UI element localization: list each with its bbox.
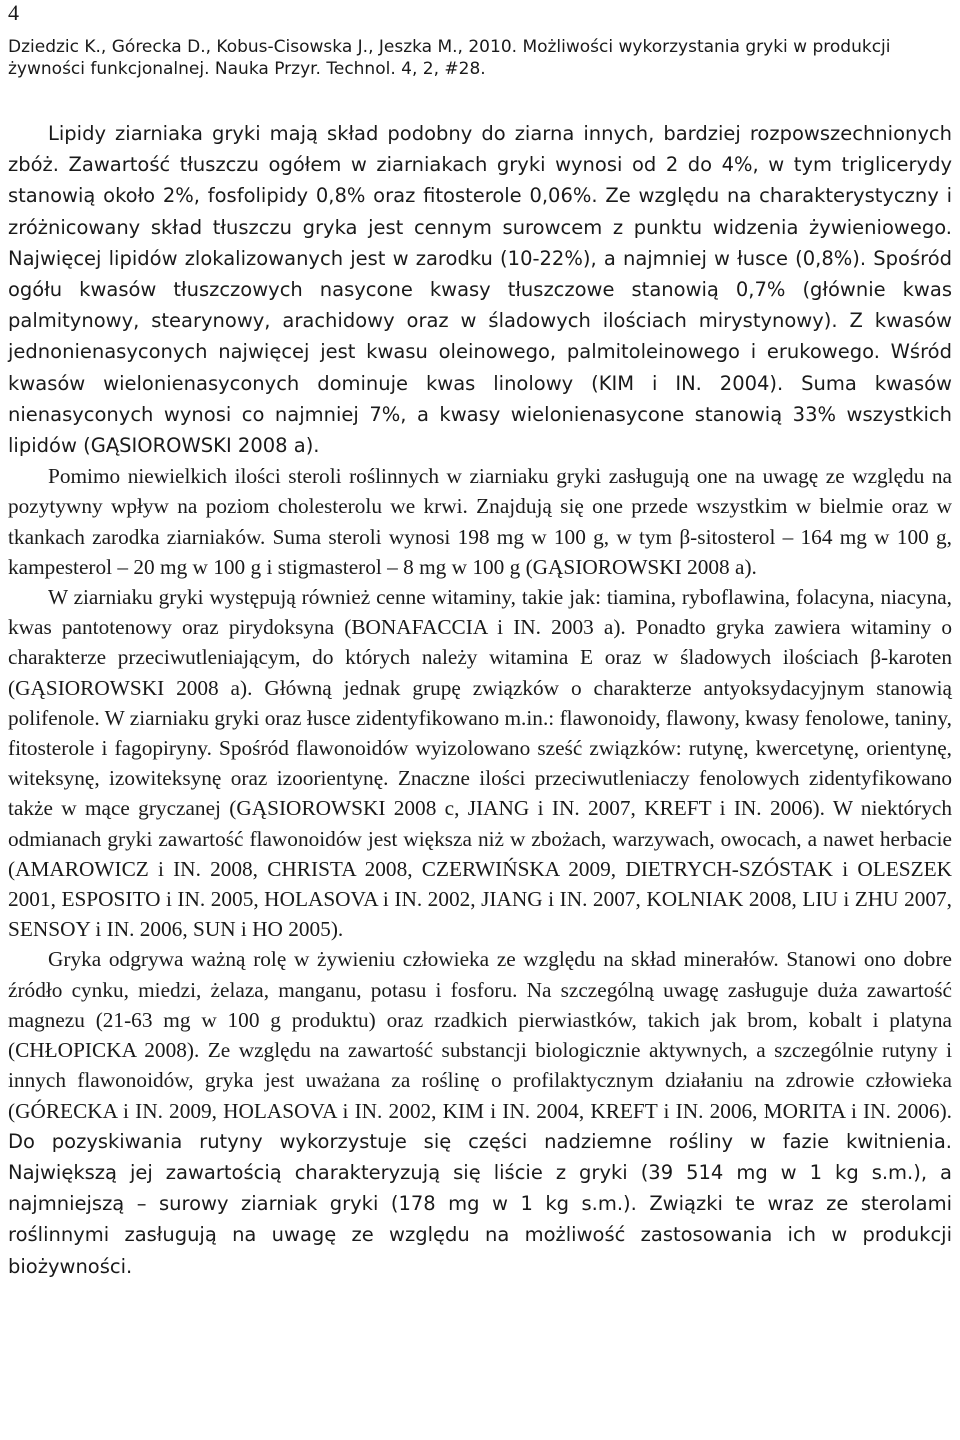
paragraph-text: Gryka odgrywa ważną rolę w żywieniu człowieka ze względu na skład minerałów. Stanowi ono dobre źródło cynku, miedzi, żelaza, manganu, potasu i fosforu. Na szczególną uwagę zasługuje duża zawartość magnezu (21-63 mg w 100 g produktu) oraz rzadkich pierwiastków, takich jak brom, kobalt i platyna (CHŁOPICKA 2008). Ze względu na zawartość substancji biologicznie aktywnych, a szczególnie rutyny i innych flawonoidów, gryka jest uważana za roślinę o profilaktycznym działaniu na zdrowie człowieka (GÓRECKA i IN. 2009, HOLASOVA i IN. 2002, KIM i IN. 2004, KREFT i IN. 2006, MORITA i IN. 2006). (8, 947, 952, 1123)
paragraph-sterols (8, 461, 952, 582)
paragraph-text: Do pozyskiwania rutyny wykorzystuje się części nadziemne rośliny w fazie kwitnienia. Największą jej zawartością charakteryzują się liście z gryki (39 514 mg w 1 kg s.m.), a najmniejszą – surowy ziarniak gryki (178 mg w 1 kg s.m.). Związki te wraz ze sterolami roślinnymi zasługują na uwagę ze względu na możliwość zastosowania ich w produkcji biożywności. (8, 1129, 952, 1278)
body-text (8, 118, 952, 1282)
paragraph-vitamins (8, 582, 952, 944)
paragraph-text: Pomimo niewielkich ilości steroli roślinnych w ziarniaku gryki zasługują one na uwagę ze względu na pozytywny wpływ na poziom cholesterolu we krwi. Znajdują się one przede wszystkim w bielmie oraz w tkankach zarodka ziarniaków. Suma steroli wynosi 198 mg w 100 g, w tym β-sitosterol – 164 mg w 100 g, kampesterol – 20 mg w 100 g i stigmasterol – 8 mg w 100 g (GĄSIOROWSKI 2008 a). (8, 464, 952, 579)
paragraph-lipids (8, 118, 952, 461)
page-number: 4 (8, 0, 19, 25)
paragraph-text: W ziarniaku gryki występują również cenne witaminy, takie jak: tiamina, ryboflawina, folacyna, niacyna, kwas pantotenowy oraz pirydoksyna (BONAFACCIA i IN. 2003 a). Ponadto gryka zawiera witaminy o charakterze przeciwutleniającym, do których należy witamina E oraz w śladowych ilościach β-karoten (GĄSIOROWSKI 2008 a). Główną jednak grupę związków o charakterze antyoksydacyjnym stanowią polifenole. W ziarniaku gryki oraz łusce zidentyfikowano m.in.: flawonoidy, flawony, kwasy fenolowe, taniny, fitosterole i fagopiryny. Spośród flawonoidów wyizolowano sześć związków: rutynę, kwercetynę, orientynę, witeksynę, izowiteksynę oraz izoorientynę. Znaczne ilości przeciwutleniaczy fenolowych zidentyfikowano także w mące gryczanej (GĄSIOROWSKI 2008 c, JIANG i IN. 2007, KREFT i IN. 2006). W niektórych odmianach gryki zawartość flawonoidów jest większa niż w zbożach, warzywach, owocach, a nawet herbacie (AMAROWICZ i IN. 2008, CHRISTA 2008, CZERWIŃSKA 2009, DIETRYCH-SZÓSTAK i OLESZEK 2001, ESPOSITO i IN. 2005, HOLASOVA i IN. 2002, JIANG i IN. 2007, KOLNIAK 2008, LIU i ZHU 2007, SENSOY i IN. 2006, SUN i HO 2005). (8, 585, 952, 942)
paragraph-minerals (8, 944, 952, 1281)
paragraph-text: Lipidy ziarniaka gryki mają skład podobny do ziarna innych, bardziej rozpowszechnionych zbóż. Zawartość tłuszczu ogółem w ziarniakach gryki wynosi od 2 do 4%, w tym triglicerydy stanowią około 2%, fosfolipidy 0,8% oraz fitosterole 0,06%. Ze względu na charakterystyczny i zróżnicowany skład tłuszczu gryka jest cennym surowcem z punktu widzenia żywieniowego. Najwięcej lipidów zlokalizowanych jest w zarodku (10-22%), a najmniej w łusce (0,8%). Spośród ogółu kwasów tłuszczowych nasycone kwasy tłuszczowe stanowią 0,7% (głównie kwas palmitynowy, stearynowy, arachidowy oraz w śladowych ilościach mirystynowy). Z kwasów jednonienasyconych najwięcej jest kwasu oleinowego, palmitoleinowego i erukowego. Wśród kwasów wielonienasyconych dominuje kwas linolowy (KIM i IN. 2004). Suma kwasów nienasyconych wynosi co najmniej 7%, a kwasy wielonienasycone stanowią 33% wszystkich lipidów (GĄSIOROWSKI 2008 a). (8, 122, 952, 458)
header-citation: Dziedzic K., Górecka D., Kobus-Cisowska J., Jeszka M., 2010. Możliwości wykorzystania gryki w produkcji żywności funkcjonalnej. Nauka Przyr. Technol. 4, 2, #28. (8, 37, 891, 79)
